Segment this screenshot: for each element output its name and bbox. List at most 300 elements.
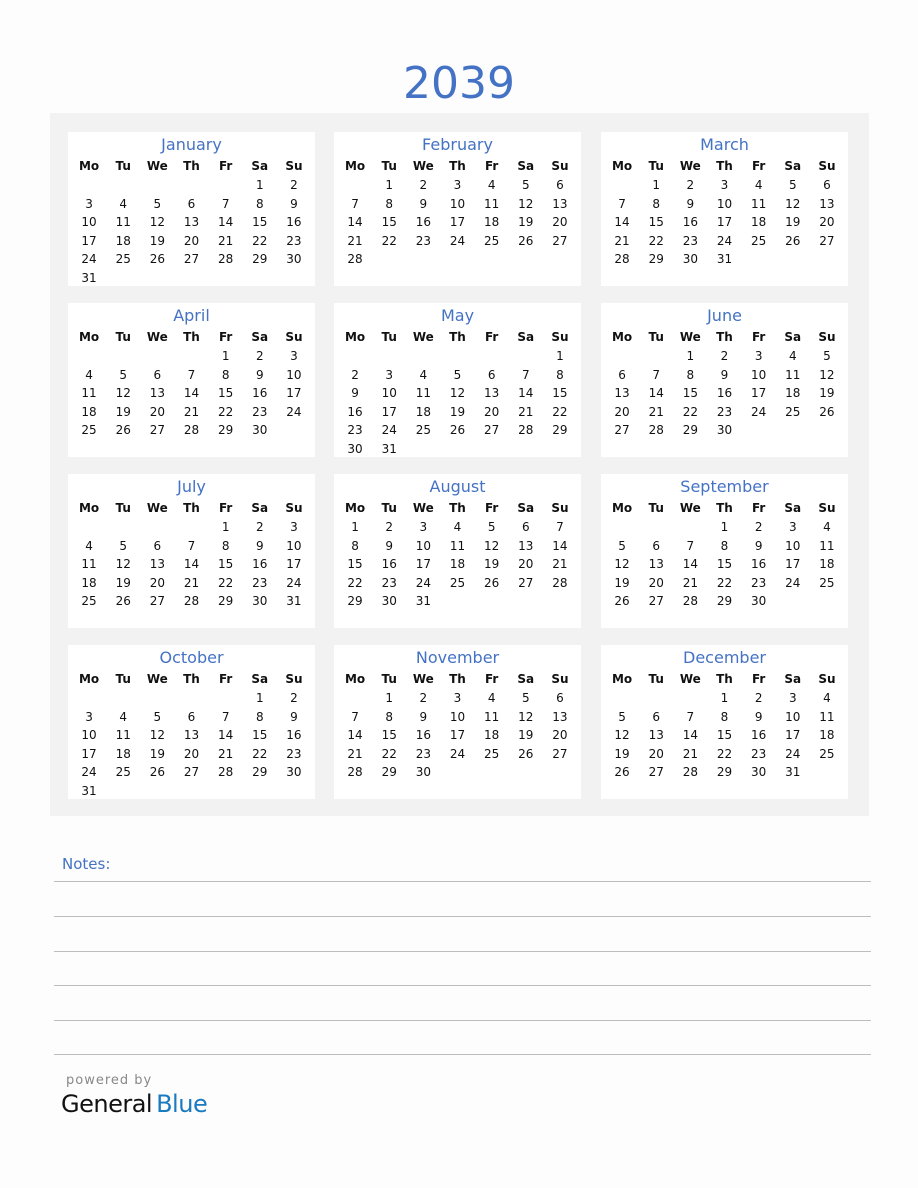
day-cell: 1: [351, 520, 359, 534]
day-cell: 19: [149, 746, 165, 761]
day-cell: 6: [153, 367, 162, 382]
day-cell: 25: [415, 423, 431, 437]
weekday-header: Sa: [784, 672, 802, 686]
weekday-header: Fr: [484, 501, 499, 515]
weekday-header: We: [412, 330, 434, 344]
day-cell: 18: [483, 728, 500, 742]
day-cell: 20: [149, 404, 165, 419]
day-cell: 24: [716, 233, 733, 248]
weekday-header: Su: [551, 159, 569, 173]
day-cell: 30: [347, 441, 363, 456]
day-cell: 17: [750, 386, 767, 400]
day-cell: 16: [415, 728, 431, 742]
day-cell: 6: [652, 538, 661, 553]
day-cell: 16: [750, 557, 767, 571]
notes-line: [54, 1020, 871, 1021]
day-cell: 12: [614, 557, 630, 571]
day-cell: 30: [750, 765, 767, 779]
day-cell: 28: [682, 594, 698, 608]
day-cell: 7: [351, 709, 359, 724]
day-cell: 17: [286, 557, 302, 571]
weekday-header: Fr: [751, 501, 766, 515]
day-cell: 3: [788, 691, 797, 705]
day-cell: 27: [614, 423, 630, 437]
day-cell: 14: [614, 215, 630, 229]
day-cell: 29: [381, 765, 397, 779]
weekday-header: Th: [183, 159, 200, 173]
day-cell: 18: [81, 404, 97, 419]
empty-cell: [106, 176, 140, 195]
day-cell: 24: [286, 404, 302, 419]
day-cell: 24: [381, 423, 397, 437]
empty-cell: [174, 176, 208, 195]
weekday-header: We: [146, 672, 168, 686]
weekday-header: Mo: [78, 330, 100, 344]
day-cell: 28: [682, 765, 698, 779]
day-cell: 14: [682, 728, 698, 742]
day-cell: 11: [750, 196, 767, 211]
notes-line: [54, 985, 871, 986]
month-name: March: [700, 135, 749, 154]
day-cell: 17: [716, 215, 733, 229]
month-card-september: [601, 474, 848, 628]
day-cell: 4: [119, 709, 128, 724]
empty-cell: [106, 689, 140, 708]
month-name: December: [683, 648, 766, 667]
day-cell: 22: [217, 404, 234, 419]
day-cell: 16: [381, 557, 397, 571]
day-cell: 17: [785, 557, 801, 571]
weekday-header: Tu: [115, 159, 131, 173]
day-cell: 28: [347, 765, 363, 779]
day-cell: 14: [552, 538, 568, 553]
day-cell: 6: [823, 178, 831, 192]
weekday-header: Sa: [784, 159, 802, 173]
day-cell: 26: [149, 252, 165, 266]
day-cell: 6: [487, 367, 496, 382]
calendar-panel: [50, 113, 869, 816]
day-cell: 18: [115, 746, 131, 761]
weekday-header: Th: [449, 159, 466, 173]
day-cell: 19: [518, 215, 534, 229]
day-cell: 21: [682, 746, 698, 761]
day-cell: 12: [115, 557, 131, 571]
day-cell: 24: [415, 575, 431, 590]
day-cell: 29: [716, 765, 733, 779]
day-cell: 7: [556, 520, 564, 534]
day-cell: 16: [347, 404, 363, 419]
day-cell: 19: [449, 404, 466, 419]
day-cell: 9: [255, 538, 264, 553]
month-name: August: [429, 477, 486, 496]
day-cell: 1: [385, 178, 394, 192]
day-cell: 29: [252, 765, 268, 779]
weekday-header: Mo: [78, 672, 100, 686]
empty-cell: [338, 347, 372, 366]
day-cell: 2: [419, 178, 428, 192]
month-name: May: [440, 306, 475, 325]
weekday-header: Th: [716, 672, 733, 686]
day-cell: 27: [552, 746, 568, 761]
day-cell: 23: [286, 746, 302, 761]
day-cell: 23: [286, 233, 302, 248]
day-cell: 28: [217, 252, 234, 266]
weekday-header: We: [412, 159, 434, 173]
weekday-header: Fr: [751, 672, 766, 686]
day-cell: 7: [221, 709, 230, 724]
day-cell: 17: [449, 728, 466, 742]
day-cell: 4: [823, 691, 831, 705]
day-cell: 8: [351, 538, 359, 553]
empty-cell: [140, 347, 174, 366]
day-cell: 5: [153, 709, 162, 724]
day-cell: 17: [449, 215, 466, 229]
day-cell: 2: [255, 349, 264, 363]
day-cell: 10: [81, 215, 97, 229]
day-cell: 3: [754, 349, 763, 363]
weekday-header: We: [412, 672, 434, 686]
empty-cell: [106, 518, 140, 537]
day-cell: 30: [415, 765, 431, 779]
day-cell: 12: [518, 709, 534, 724]
day-cell: 20: [183, 746, 200, 761]
day-cell: 29: [716, 594, 733, 608]
day-cell: 14: [347, 215, 363, 229]
weekday-header: Fr: [484, 159, 499, 173]
day-cell: 2: [255, 520, 264, 534]
weekday-header: We: [679, 159, 701, 173]
weekday-header: Tu: [381, 672, 397, 686]
day-cell: 23: [415, 233, 431, 248]
day-cell: 21: [347, 746, 363, 761]
day-cell: 25: [81, 594, 97, 608]
day-cell: 14: [217, 215, 234, 229]
month-name: April: [173, 306, 210, 325]
day-cell: 27: [149, 423, 165, 437]
day-cell: 24: [286, 575, 302, 590]
day-cell: 11: [115, 728, 131, 742]
weekday-header: Su: [818, 672, 836, 686]
day-cell: 19: [518, 728, 534, 742]
day-cell: 21: [347, 233, 363, 248]
weekday-header: Tu: [648, 159, 664, 173]
weekday-header: Th: [449, 672, 466, 686]
weekday-header: Fr: [218, 672, 233, 686]
day-grid: [334, 498, 581, 611]
day-cell: 8: [556, 367, 564, 382]
weekday-header: We: [679, 330, 701, 344]
day-cell: 13: [648, 557, 664, 571]
day-cell: 24: [81, 252, 97, 266]
month-card-june: [601, 303, 848, 457]
day-cell: 18: [115, 233, 131, 248]
day-cell: 14: [183, 386, 200, 400]
day-cell: 4: [453, 520, 462, 534]
day-cell: 11: [819, 538, 835, 553]
day-cell: 5: [823, 349, 831, 363]
day-cell: 24: [785, 746, 801, 761]
notes-label: Notes:: [62, 855, 111, 873]
day-cell: 20: [483, 404, 500, 419]
day-cell: 13: [149, 557, 165, 571]
brand-blue: Blue: [156, 1090, 208, 1118]
day-cell: 11: [115, 215, 131, 229]
day-cell: 10: [381, 386, 397, 400]
weekday-header: Sa: [517, 330, 535, 344]
weekday-header: Th: [716, 501, 733, 515]
day-cell: 22: [716, 746, 733, 761]
day-cell: 6: [618, 367, 626, 382]
day-cell: 16: [750, 728, 767, 742]
empty-cell: [673, 518, 707, 537]
day-cell: 27: [648, 765, 664, 779]
day-cell: 10: [415, 538, 431, 553]
day-cell: 9: [720, 367, 729, 382]
day-cell: 18: [819, 728, 835, 742]
day-cell: 25: [819, 746, 835, 761]
day-cell: 3: [720, 178, 729, 192]
day-cell: 11: [415, 386, 431, 400]
day-cell: 1: [255, 691, 264, 705]
day-cell: 23: [682, 233, 698, 248]
day-cell: 6: [521, 520, 530, 534]
day-cell: 4: [487, 691, 496, 705]
day-cell: 31: [785, 765, 801, 779]
day-cell: 16: [252, 386, 268, 400]
month-name: October: [159, 648, 224, 667]
day-cell: 17: [286, 386, 302, 400]
day-cell: 10: [716, 196, 733, 211]
empty-cell: [639, 347, 673, 366]
day-cell: 7: [652, 367, 661, 382]
day-cell: 6: [556, 178, 564, 192]
day-grid: [334, 669, 581, 782]
day-cell: 7: [521, 367, 530, 382]
empty-cell: [673, 689, 707, 708]
month-name: January: [161, 135, 222, 154]
day-cell: 17: [785, 728, 801, 742]
day-cell: 25: [115, 252, 131, 266]
day-cell: 18: [785, 386, 801, 400]
day-cell: 11: [449, 538, 466, 553]
day-cell: 15: [252, 728, 268, 742]
weekday-header: Su: [551, 672, 569, 686]
day-cell: 13: [183, 215, 200, 229]
day-cell: 22: [381, 233, 397, 248]
day-cell: 31: [81, 270, 97, 285]
day-cell: 26: [115, 423, 131, 437]
day-cell: 15: [252, 215, 268, 229]
weekday-header: Tu: [648, 501, 664, 515]
day-cell: 5: [521, 178, 530, 192]
weekday-header: Fr: [484, 672, 499, 686]
day-cell: 8: [255, 196, 264, 211]
day-cell: 2: [290, 178, 298, 192]
day-cell: 14: [518, 386, 534, 400]
day-cell: 5: [119, 367, 128, 382]
empty-cell: [140, 518, 174, 537]
weekday-header: Th: [183, 330, 200, 344]
weekday-header: We: [146, 501, 168, 515]
day-cell: 14: [648, 386, 664, 400]
weekday-header: Fr: [218, 330, 233, 344]
day-cell: 7: [618, 196, 626, 211]
day-cell: 6: [187, 196, 196, 211]
day-cell: 1: [221, 349, 230, 363]
day-cell: 22: [682, 404, 698, 419]
day-cell: 7: [221, 196, 230, 211]
day-cell: 13: [614, 386, 630, 400]
weekday-header: Fr: [751, 159, 766, 173]
day-cell: 23: [750, 746, 767, 761]
day-cell: 18: [483, 215, 500, 229]
empty-cell: [140, 176, 174, 195]
weekday-header: Sa: [251, 672, 269, 686]
day-cell: 8: [255, 709, 264, 724]
weekday-header: Su: [285, 159, 303, 173]
day-cell: 12: [149, 215, 165, 229]
day-cell: 29: [217, 594, 234, 608]
weekday-header: Mo: [611, 159, 633, 173]
day-cell: 11: [483, 709, 500, 724]
day-cell: 2: [419, 691, 428, 705]
day-cell: 21: [552, 557, 568, 571]
day-cell: 5: [618, 538, 626, 553]
day-cell: 13: [518, 538, 534, 553]
day-cell: 6: [556, 691, 564, 705]
day-cell: 15: [648, 215, 664, 229]
month-card-february: [334, 132, 581, 286]
day-cell: 2: [290, 691, 298, 705]
day-cell: 1: [556, 349, 564, 363]
day-cell: 29: [217, 423, 234, 437]
weekday-header: Su: [818, 501, 836, 515]
day-cell: 21: [614, 233, 630, 248]
day-cell: 9: [686, 196, 695, 211]
day-cell: 30: [252, 423, 268, 437]
day-cell: 10: [449, 196, 466, 211]
day-cell: 11: [81, 557, 97, 571]
day-cell: 15: [217, 386, 234, 400]
day-cell: 18: [750, 215, 767, 229]
day-cell: 27: [819, 233, 835, 248]
weekday-header: Tu: [115, 501, 131, 515]
day-cell: 28: [183, 594, 200, 608]
day-cell: 26: [518, 233, 534, 248]
day-cell: 22: [252, 233, 268, 248]
weekday-header: Sa: [251, 501, 269, 515]
day-cell: 20: [819, 215, 835, 229]
day-cell: 19: [483, 557, 500, 571]
day-cell: 21: [183, 575, 200, 590]
day-cell: 3: [788, 520, 797, 534]
day-cell: 12: [149, 728, 165, 742]
weekday-header: Sa: [517, 672, 535, 686]
day-cell: 8: [652, 196, 661, 211]
weekday-header: Tu: [381, 159, 397, 173]
day-cell: 31: [716, 252, 733, 266]
day-cell: 13: [552, 709, 568, 724]
day-cell: 12: [483, 538, 500, 553]
weekday-header: Tu: [648, 672, 664, 686]
month-name: September: [680, 477, 769, 496]
weekday-header: Sa: [251, 330, 269, 344]
day-cell: 23: [716, 404, 733, 419]
weekday-header: Sa: [517, 501, 535, 515]
empty-cell: [72, 347, 106, 366]
weekday-header: Fr: [484, 330, 499, 344]
weekday-header: We: [679, 672, 701, 686]
day-cell: 23: [750, 575, 767, 590]
empty-cell: [72, 689, 106, 708]
day-cell: 8: [385, 196, 394, 211]
day-grid: [601, 156, 848, 269]
day-cell: 20: [149, 575, 165, 590]
day-cell: 12: [819, 367, 835, 382]
month-card-november: [334, 645, 581, 799]
day-cell: 15: [716, 728, 733, 742]
day-cell: 27: [183, 252, 200, 266]
day-cell: 16: [716, 386, 733, 400]
notes-line: [54, 881, 871, 882]
weekday-header: We: [146, 159, 168, 173]
weekday-header: We: [412, 501, 434, 515]
day-cell: 13: [648, 728, 664, 742]
day-cell: 2: [754, 691, 763, 705]
weekday-header: Sa: [784, 501, 802, 515]
day-cell: 19: [614, 746, 630, 761]
day-cell: 3: [419, 520, 428, 534]
day-cell: 26: [614, 765, 630, 779]
day-cell: 9: [385, 538, 394, 553]
day-cell: 5: [618, 709, 626, 724]
weekday-header: Mo: [78, 159, 100, 173]
empty-cell: [440, 347, 474, 366]
day-cell: 26: [115, 594, 131, 608]
day-cell: 28: [347, 252, 363, 266]
day-cell: 8: [221, 367, 230, 382]
day-cell: 14: [347, 728, 363, 742]
day-cell: 25: [81, 423, 97, 437]
day-cell: 16: [286, 728, 302, 742]
day-cell: 21: [518, 404, 534, 419]
day-cell: 15: [552, 386, 568, 400]
day-cell: 31: [381, 441, 397, 456]
day-cell: 1: [720, 691, 729, 705]
weekday-header: Tu: [648, 330, 664, 344]
powered-by-text: powered by: [66, 1073, 153, 1088]
day-cell: 28: [217, 765, 234, 779]
day-grid: [68, 669, 315, 800]
weekday-header: Fr: [751, 330, 766, 344]
weekday-header: Mo: [611, 672, 633, 686]
day-cell: 22: [716, 575, 733, 590]
day-cell: 4: [754, 178, 763, 192]
day-cell: 22: [252, 746, 268, 761]
day-cell: 10: [785, 538, 801, 553]
month-card-august: [334, 474, 581, 628]
month-name: November: [415, 648, 500, 667]
day-grid: [68, 156, 315, 287]
day-cell: 19: [614, 575, 630, 590]
day-cell: 1: [221, 520, 230, 534]
day-cell: 13: [183, 728, 200, 742]
day-cell: 10: [785, 709, 801, 724]
day-cell: 21: [217, 746, 234, 761]
day-cell: 1: [385, 691, 394, 705]
empty-cell: [72, 176, 106, 195]
empty-cell: [639, 518, 673, 537]
